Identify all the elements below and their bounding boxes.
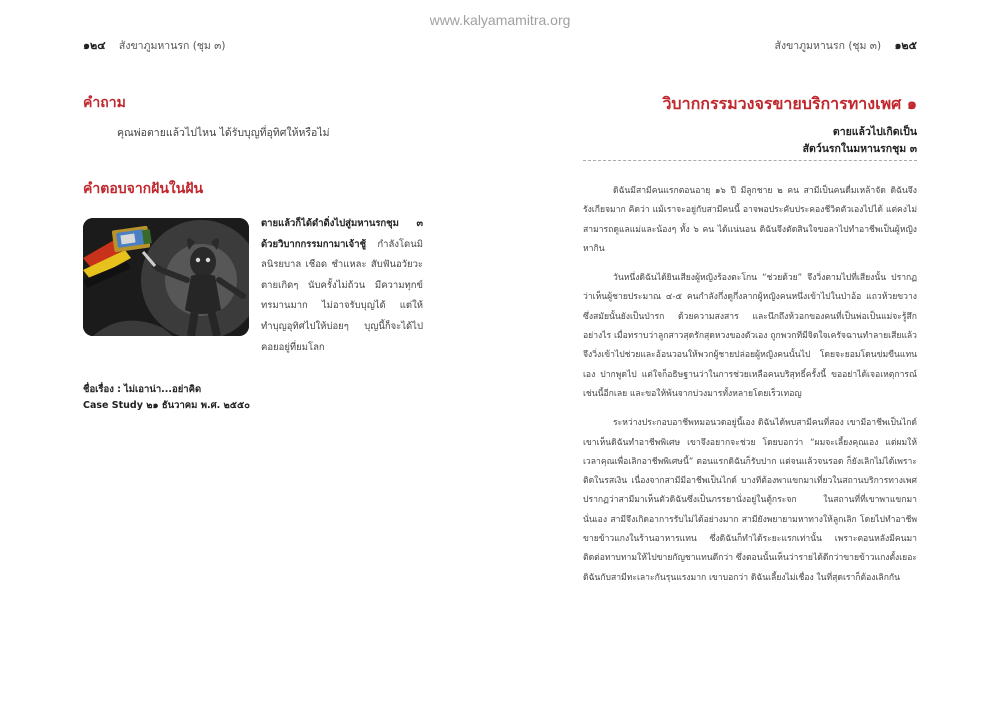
- paragraph: ดิฉันมีสามีคนแรกตอนอายุ ๑๖ ปี มีลูกชาย ๒ คน สามีเป็นคนดื่มเหล้าจัด ดิฉันจึงรังเกียจมาก คิดว่า แม้เราจะอยู่กับสามีคนนี้ อาจพอประคับประคองชีวิตตัวเองไปได้ แต่คงไม่สามารถดูแลแม่และน้องๆ ทั้ง ๖ คน ได้แน่นอน ดิฉันจึงตัดสินใจขอลาไปทำอาชีพเป็นผู้หญิงหากิน: [583, 186, 917, 254]
- source-title-line: [83, 382, 250, 398]
- hell-demon-illustration-icon: [83, 218, 249, 336]
- paragraph: วันหนึ่งดิฉันได้ยินเสียงผู้หญิงร้องตะโกน “ช่วยด้วย” จึงวิ่งตามไปที่เสียงนั้น ปรากฏว่าเห็นผู้ชายประมาณ ๔-๕ คนกำลังกึ่งดูกึ่งลากผู้หญิงคนหนึ่งเข้าไปในป่าอ้อ แถวห้วยขวาง ซึ่งสมัยนั้นยังเป็นป่ารก ด้วยความสงสาร และนึกถึงห้วอกของคนที่เป็นพ่อเป็นแม่จะรู้สึกอย่างไร เมื่อทราบว่าลูกสาวสุดรักสุดหวงของตัวเอง ถูกพวกทีมีจิตใจเครัจฉานทำลายเสียแล้ว จึงวิ่งเข้าไปช่วยและอ้อนวอนให้พวกผู้ชายปล่อยผู้หญิงคนนั้นไป โดยจะยอมโดนข่มขืนแทนเอง ปากพูดไป แต่ใจก็อธิษฐานว่าในการช่วยเหลือคนบริสุทธิ์ครั้งนี้ ขออย่าได้เจอเหตุการณ์เช่นนี้อีกเลย และขอให้พ้นจากบ่วงมารทั้งหลายโดยเร็วเทอญ: [583, 273, 917, 399]
- left-page-number: ๑๒๔: [83, 39, 106, 52]
- right-running-title: สังขาภูมหานรก (ชุม ๓): [774, 40, 882, 52]
- site-url[interactable]: www.kalyamamitra.org: [429, 12, 571, 28]
- subheading-line-1: ตายแล้วไปเกิดเป็น: [832, 126, 917, 138]
- answer-lead: ตายแล้วก็ได้ดำดิ่งไปสู่มหานรกชุม ๓ ด้วยวิบากกรรมกามาเจ้าชู้: [261, 218, 423, 250]
- answer-body: กำลังโดนมิลนิรยบาล เชือด ชำแหละ สับฟันอวัยวะตายเกิดๆ นับครั้งไม่ถ้วน มีความทุกข์ทรมานมาก ไม่อาจรับบุญได้ แต่ให้ทำบุญอุทิศไปให้บ่อยๆ บุญนี้ก็จะได้ไปคอยอยู่ที่ยมโลก: [261, 238, 423, 353]
- left-running-header: [83, 36, 225, 54]
- question-heading: คำถาม: [83, 95, 126, 111]
- right-running-header: [775, 36, 917, 54]
- article-title: วิบากกรรมวงจรขายบริการทางเพศ ๑: [662, 94, 917, 113]
- article-body: [583, 182, 917, 598]
- source-block: [83, 382, 250, 413]
- right-page: [500, 0, 1000, 707]
- subheading-line-2: สัตว์นรกในมหานรกชุม ๓: [802, 143, 917, 155]
- answer-heading: คำตอบจากฝันในฝัน: [83, 181, 204, 197]
- dashed-divider: [583, 160, 917, 161]
- illustration-svg: [83, 218, 249, 336]
- article-subheading: [803, 124, 917, 158]
- source-label: ชื่อเรื่อง :: [83, 384, 121, 395]
- paragraph: ระหว่างประกอบอาชีพหมอนวดอยู่นี้เอง ดิฉันได้พบสามีคนที่สอง เขามีอาชีพเป็นไกด์ เขาเห็นดิฉันทำอาชีพพิเศษ เขาจึงอยากจะช่วย โดยบอกว่า “ผมจะเลี้ยงคุณเอง แต่ผมให้เวลาคุณเพื่อเลิกอาชีพพิเศษนี้” ตอนแรกดิฉันก็รับปาก แต่จนแล้วจนรอด ก็ยังเลิกไม่ได้เพราะติดในรสเงิน เนื่องจากสามีมีอาชีพเป็นไกด์ บางทีต้องพาแขกมาเที่ยวในสถานบริการทางเพศ ปรากฏว่าสามีมาเห็นตัวดิฉันซึ่งเป็นภรรยานั่งอยู่ในตู้กระจก ในสถานที่ที่เขาพาแขกมานั่นเอง สามีจึงเกิดอาการรับไม่ได้อย่างมาก สามียังพยายามหาทางให้ลูกเลิก โดยไปทำอาชีพขายข้าวแกงในร้านอาหารแทน ซึ่งดิฉันก็ทำได้ระยะแรกเท่านั้น เพราะตอนหลังมีคนมาติดต่อทาบทามให้ไปขายกัญชาแทนดีกว่า ซึ่งตอนนั้นเห็นว่ารายได้ดีกว่าขายข้าวแกงตั้งเยอะ ดิฉันกับสามีทะเลาะกันรุนแรงมาก เขาบอกว่า ดิฉันเลี้ยงไม่เชื่อง ในที่สุดเราก็ต้องเลิกกัน: [583, 418, 917, 583]
- answer-text: [261, 214, 423, 358]
- left-running-title: สังขาภูมหานรก (ชุม ๓): [118, 40, 226, 52]
- question-text: คุณพ่อตายแล้วไปไหน ได้รับบุญที่อุทิศให้หรือไม่: [117, 127, 330, 139]
- source-title: ไม่เอาน่า...อย่าคิด: [124, 384, 202, 395]
- source-case: Case Study ๒๑ ธันวาคม พ.ศ. ๒๕๕๐: [83, 399, 250, 411]
- right-page-number: ๑๒๕: [894, 39, 917, 52]
